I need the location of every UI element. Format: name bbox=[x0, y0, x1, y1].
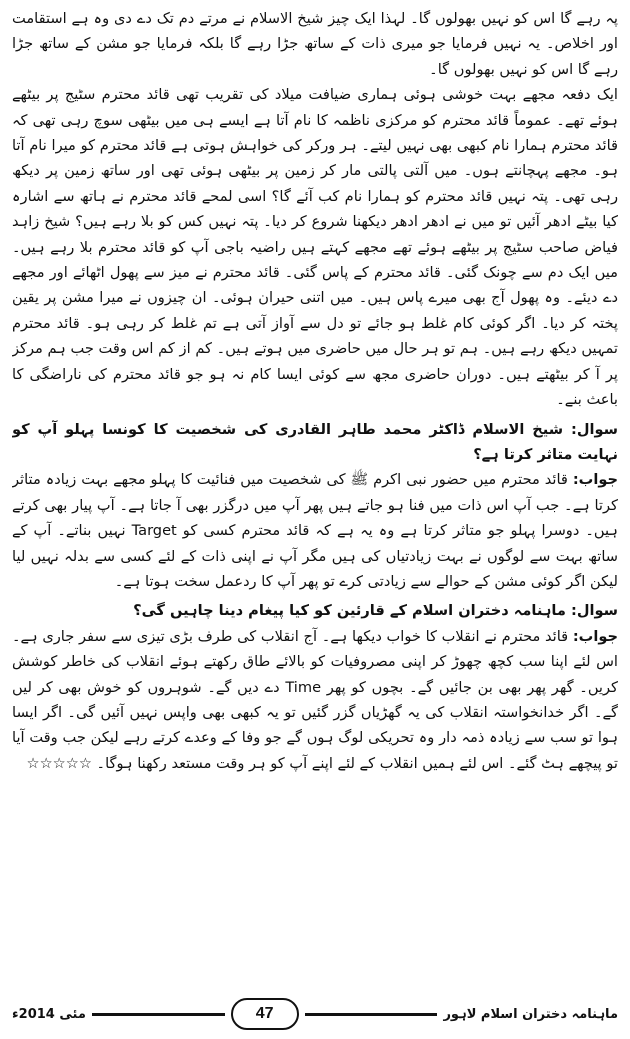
article-body bbox=[12, 6, 618, 996]
page-footer bbox=[12, 997, 618, 1031]
question-1: سوال: شیخ الاسلام ڈاکٹر محمد طاہر القادری کی شخصیت کا کونسا پہلو آپ کو نہایت متاثر کرتا ہے؟ bbox=[12, 420, 618, 463]
footer-rule-left bbox=[92, 1013, 225, 1016]
answer-2-lead: جواب: bbox=[572, 627, 618, 645]
paragraph-anecdote: ایک دفعہ مجھے بہت خوشی ہوئی ہماری ضیافت میلاد کی تقریب تھی قائد محترم سٹیج پر بیٹھے ہوئے تھے۔ عموماً قائد محترم کو مرکزی ناظمہ کا نام آتا ہے ایسے ہی میں بیٹھی سوچ رہی تھی کہ قائد محترم ہمارا نام کبھی بھی نہیں لیتے۔ ہر ورکر کی خواہش ہوتی ہے قائد محترم کو میرا نام آتا ہو۔ مجھے پہچانتے ہوں۔ میں آلتی پالتی مار کر زمین پر بیٹھی ہوئی تھی اور ساتھ زمین پر دیکھ رہی تھی۔ پتہ نہیں قائد محترم کو ہمارا نام کب آئے گا؟ اسی لمحے قائد محترم نے ہاتھ سے اشارہ کیا بیٹے ادھر آئیں تو میں نے ادھر ادھر دیکھنا شروع کر دیا۔ پتہ نہیں کس کو بلا رہے ہیں؟ شیخ زاہد فیاض صاحب سٹیج پر بیٹھے ہوئے تھے مجھے کہتے ہیں راضیہ باجی آپ کو قائد محترم بلا رہے ہیں۔ میں ایک دم سے چونک گئی۔ قائد محترم کے پاس گئی۔ قائد محترم نے میز سے پھول اٹھائے اور مجھے دے دیئے۔ وہ پھول آج بھی میرے پاس ہیں۔ میں اتنی حیران ہوئی۔ ان چیزوں نے میرا مشن پر یقین پختہ کر دیا۔ اگر کوئی کام غلط ہو جائے تو دل سے آواز آتی ہے تم غلط کر رہی ہو۔ قائد محترم تمہیں دیکھ رہے ہیں۔ ہم تو ہر حال میں حاضری میں ہوتے ہیں۔ کم از کم اس وقت جب ہم مرکز پر آ کر بیٹھتے ہیں۔ دوران حاضری مجھ سے کوئی ایسا کام نہ ہو جو قائد محترم کی ناراضگی کا باعث بنے۔ bbox=[12, 86, 618, 409]
magazine-name: ماہنامہ دختران اسلام لاہور bbox=[443, 1006, 618, 1022]
answer-1-lead: جواب: bbox=[572, 471, 618, 489]
issue-date: مئی 2014ء bbox=[12, 1006, 86, 1022]
answer-1-text: قائد محترم میں حضور نبی اکرم ﷺ کی شخصیت میں فنائیت کا پہلو مجھے بہت زیادہ متاثر کرتا ہے۔ جب آپ اس ذات میں فنا ہو جاتے ہیں پھر آپ میں درگزر بھی آ جاتا ہے۔ آپ پیار بھی کرتے ہیں۔ دوسرا پہلو جو متاثر کرتا ہے وہ یہ ہے کہ قائد محترم کسی کو Target نہیں بناتے۔ آپ کے ساتھ بہت سے لوگوں نے بہت زیادتیاں کی ہیں مگر آپ نے اپنی ذات کے لئے کسی سے بدلہ نہیں لیا لیکن اگر کوئی مشن کے حوالے سے زیادتی کرے تو پھر آپ کا ردعمل سخت ہوتا ہے۔ bbox=[12, 471, 618, 590]
answer-1 bbox=[12, 467, 618, 594]
paragraph-intro: پہ رہے گا اس کو نہیں بھولوں گا۔ لہذا ایک چیز شیخ الاسلام نے مرتے دم تک دے دی وہ ہے استقامت اور اخلاص۔ یہ نہیں فرمایا جو میری ذات کے ساتھ جڑا رہے گا بلکہ فرمایا جو مشن کے ساتھ جڑا رہے گا اس کو نہیں بھولوں گا۔ bbox=[12, 10, 618, 78]
page-number: 47 bbox=[231, 998, 299, 1030]
question-2: سوال: ماہنامہ دختران اسلام کے قارئین کو کیا پیغام دینا چاہیں گی؟ bbox=[133, 602, 618, 620]
answer-2-text: قائد محترم نے انقلاب کا خواب دیکھا ہے۔ آج انقلاب کی طرف بڑی تیزی سے سفر جاری ہے۔ اس لئے اپنا سب کچھ چھوڑ کر اپنی مصروفیات کو بالائے طاق رکھتے ہوئے انقلاب کی خاطر کوشش کریں۔ گھر پھر بھی بن جائیں گے۔ بچوں کو پھر Time دے دیں گے۔ شوہروں کو خوش بھی کر لیں گے۔ اگر خدانخواستہ انقلاب کی یہ گھڑیاں گزر گئیں تو یہ کبھی بھی واپس نہیں آئیں گی۔ اگر ایسا ہوا تو سب سے زیادہ ذمہ دار وہ تحریکی لوگ ہوں گے جو وفا کے وعدے کرتے رہے لیکن جب وقت آیا تو پیچھے ہٹ گئے۔ اس لئے ہمیں انقلاب کے لئے اپنے آپ کو ہر وقت مستعد رکھنا ہوگا۔ ☆☆☆☆☆ bbox=[12, 627, 618, 772]
answer-2 bbox=[12, 624, 618, 776]
footer-rule-right bbox=[305, 1013, 438, 1016]
